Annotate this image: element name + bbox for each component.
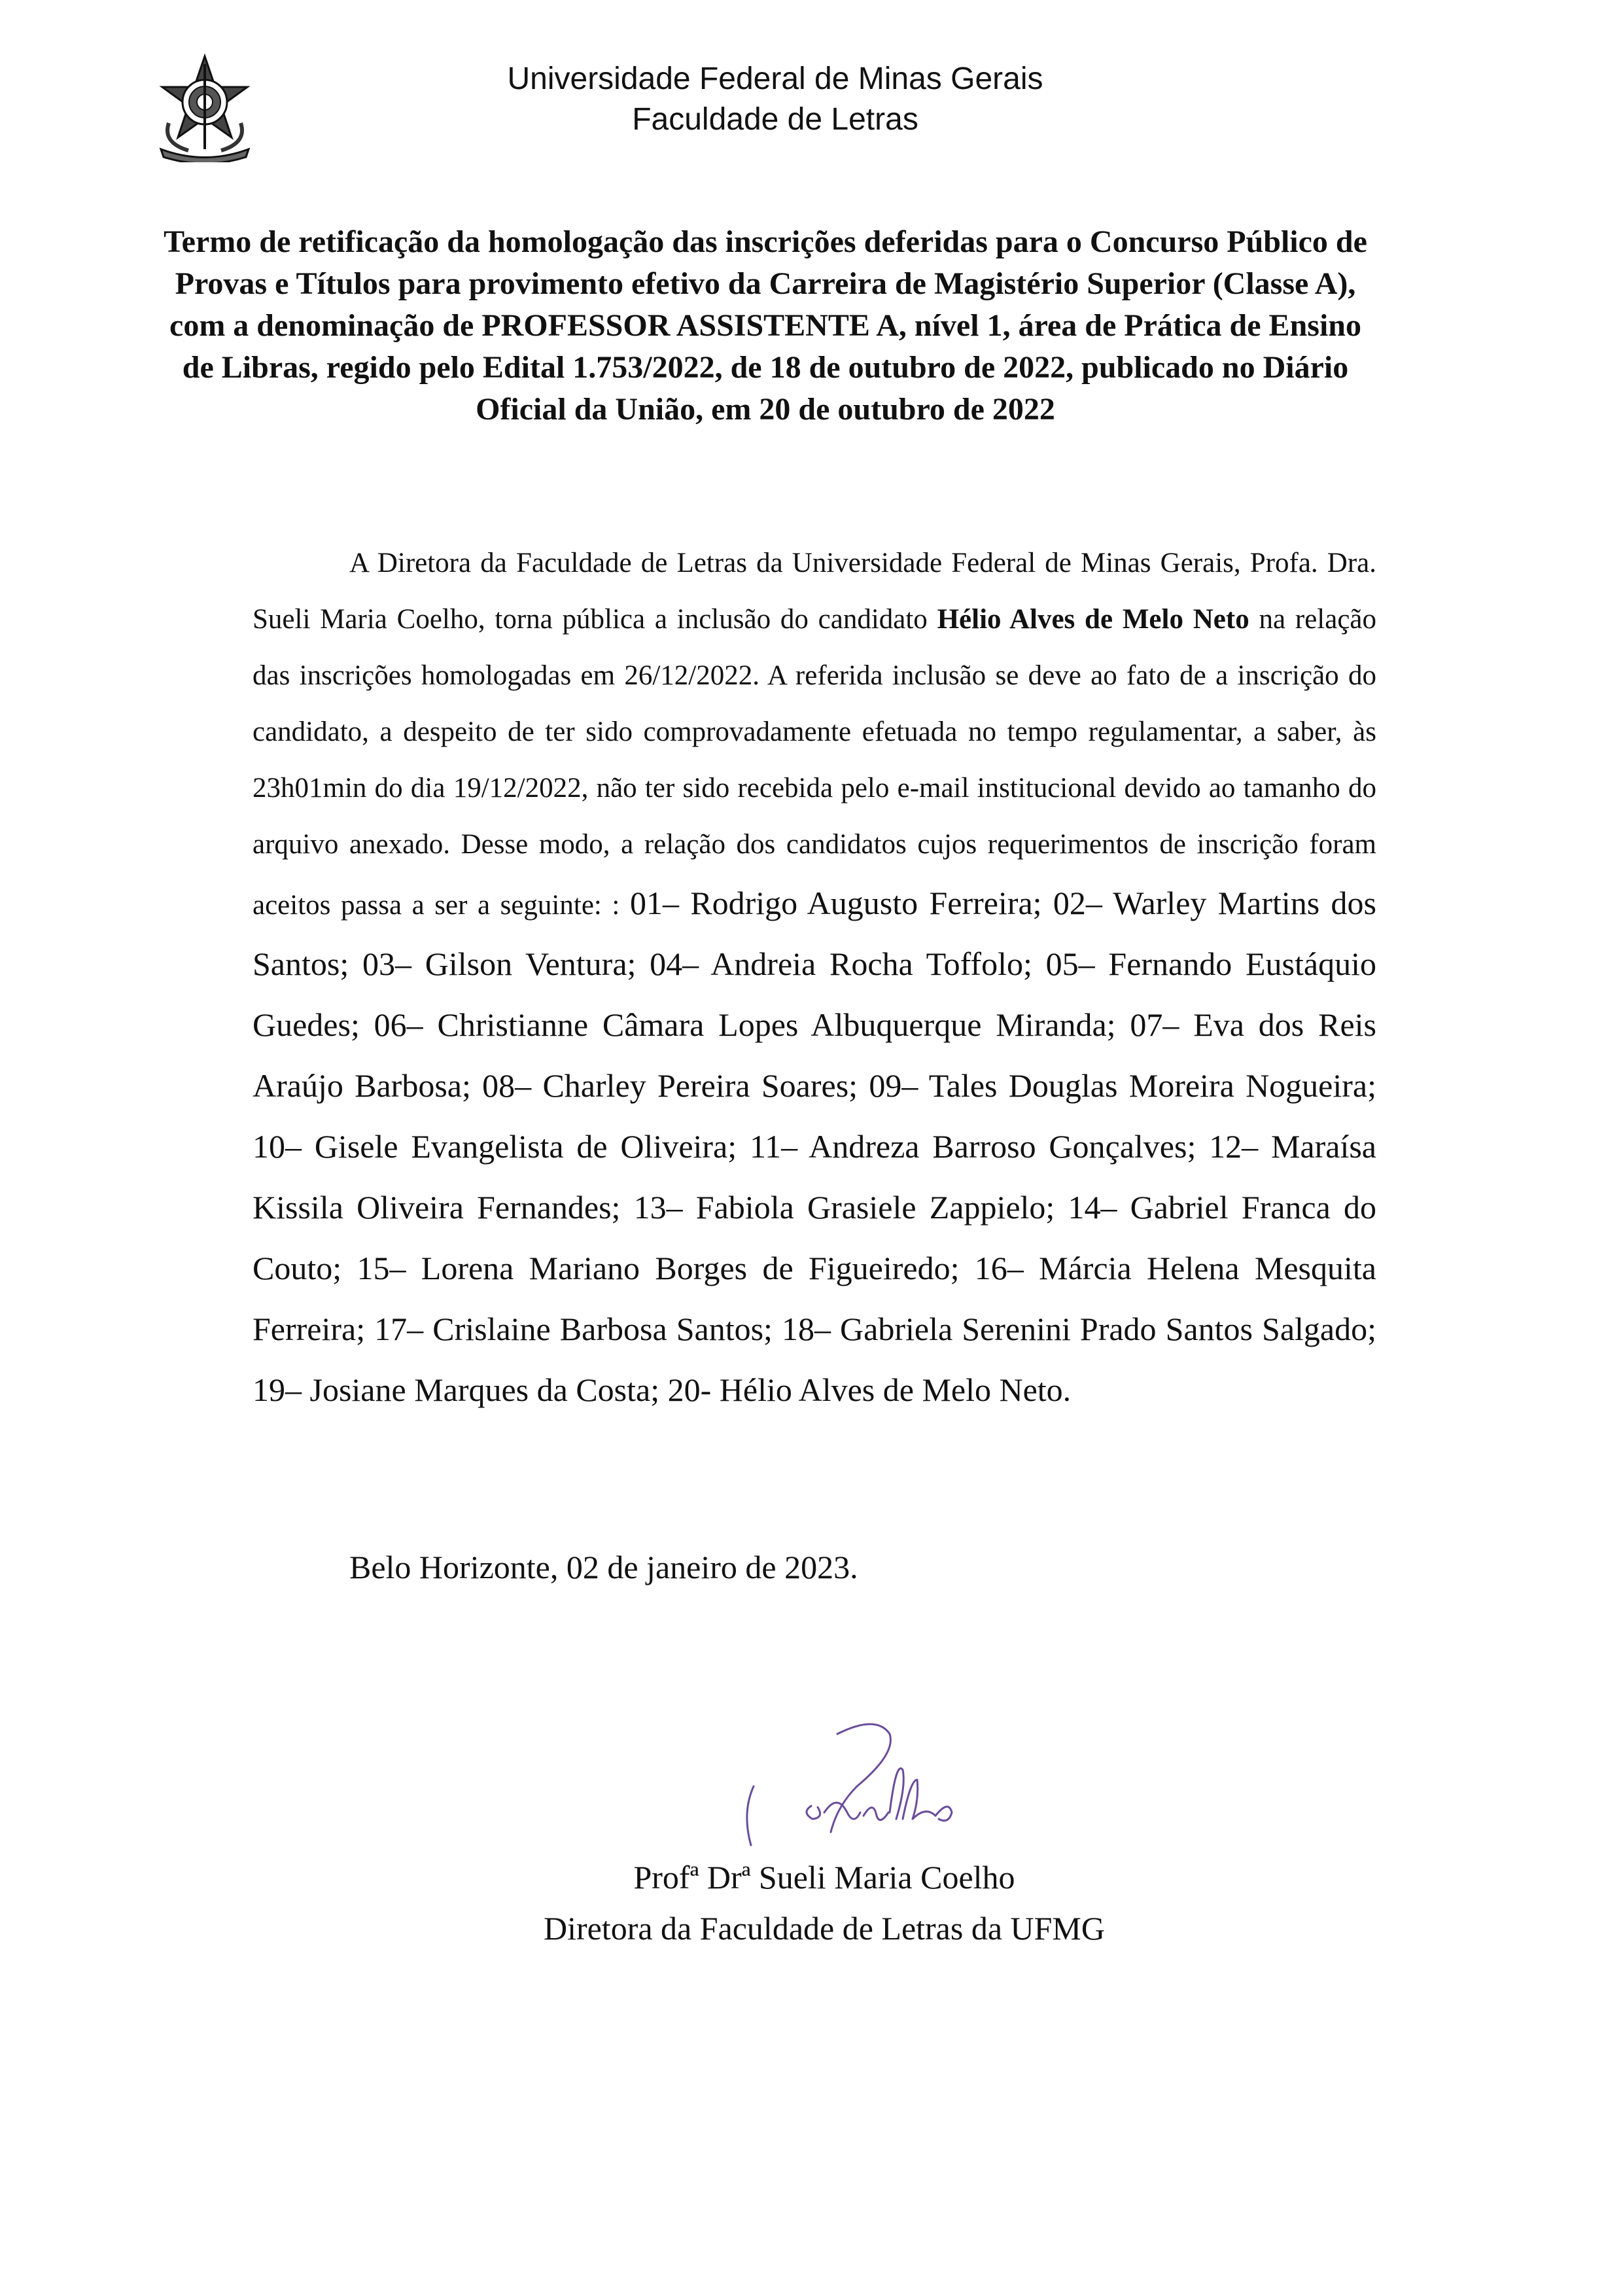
- university-name: Universidade Federal de Minas Gerais: [507, 62, 1043, 96]
- signer-name: Profª Drª Sueli Maria Coelho: [633, 1859, 1015, 1896]
- handwritten-signature: [739, 1708, 988, 1871]
- document-title: Termo de retificação da homologação das inscrições deferidas para o Concurso Público de Provas e Títulos para provimento efetivo da Carreira de Magistério Superior (Classe A), com a denominação de PROFESSOR ASSISTENTE A, nível 1, área de Prática de Ensino de Libras, regido pelo Edital 1.753/2022, de 18 de outubro de 2022, publicado no Diário Oficial da União, em 20 de outubro de 2022: [164, 224, 1367, 427]
- body-intro: A Diretora da Faculdade de Letras da Universidade Federal de Minas Gerais, Profa. Dra. Sueli Maria Coelho, torna pública a inclusão do candidato: [253, 548, 1376, 635]
- body-paragraph: [253, 535, 1376, 1421]
- signer-block: [497, 1852, 1151, 1954]
- candidate-name-bold: Hélio Alves de Melo Neto: [937, 604, 1249, 635]
- faculty-name: Faculdade de Letras: [632, 102, 918, 137]
- signer-role: Diretora da Faculdade de Letras da UFMG: [543, 1910, 1106, 1947]
- date-line: Belo Horizonte, 02 de janeiro de 2023.: [349, 1549, 858, 1585]
- document-header: [0, 59, 1550, 140]
- candidate-list: 01– Rodrigo Augusto Ferreira; 02– Warley Martins dos Santos; 03– Gilson Ventura; 04– Andreia Rocha Toffolo; 05– Fernando Eustáquio Guedes; 06– Christianne Câmara Lopes Albuquerque Miranda; 07– Eva dos Reis Araújo Barbosa; 08– Charley Pereira Soares; 09– Tales Douglas Moreira Nogueira; 10– Gisele Evangelista de Oliveira; 11– Andreza Barroso Gonçalves; 12– Maraísa Kissila Oliveira Fernandes; 13– Fabiola Grasiele Zappielo; 14– Gabriel Franca do Couto; 15– Lorena Mariano Borges de Figueiredo; 16– Márcia Helena Mesquita Ferreira; 17– Crislaine Barbosa Santos; 18– Gabriela Serenini Prado Santos Salgado; 19– Josiane Marques da Costa; 20- Hélio Alves de Melo Neto.: [253, 885, 1377, 1408]
- body-continuation: na relação das inscrições homologadas em 26/12/2022. A referida inclusão se deve ao fato de a inscrição do candidato, a despeito de ter sido comprovadamente efetuada no tempo regulamentar, a saber, às 23h01min do dia 19/12/2022, não ter sido recebida pelo e-mail institucional devido ao tamanho do arquivo anexado. Desse modo, a relação dos candidatos cujos requerimentos de inscrição foram aceitos passa a ser a seguinte: :: [253, 604, 1376, 921]
